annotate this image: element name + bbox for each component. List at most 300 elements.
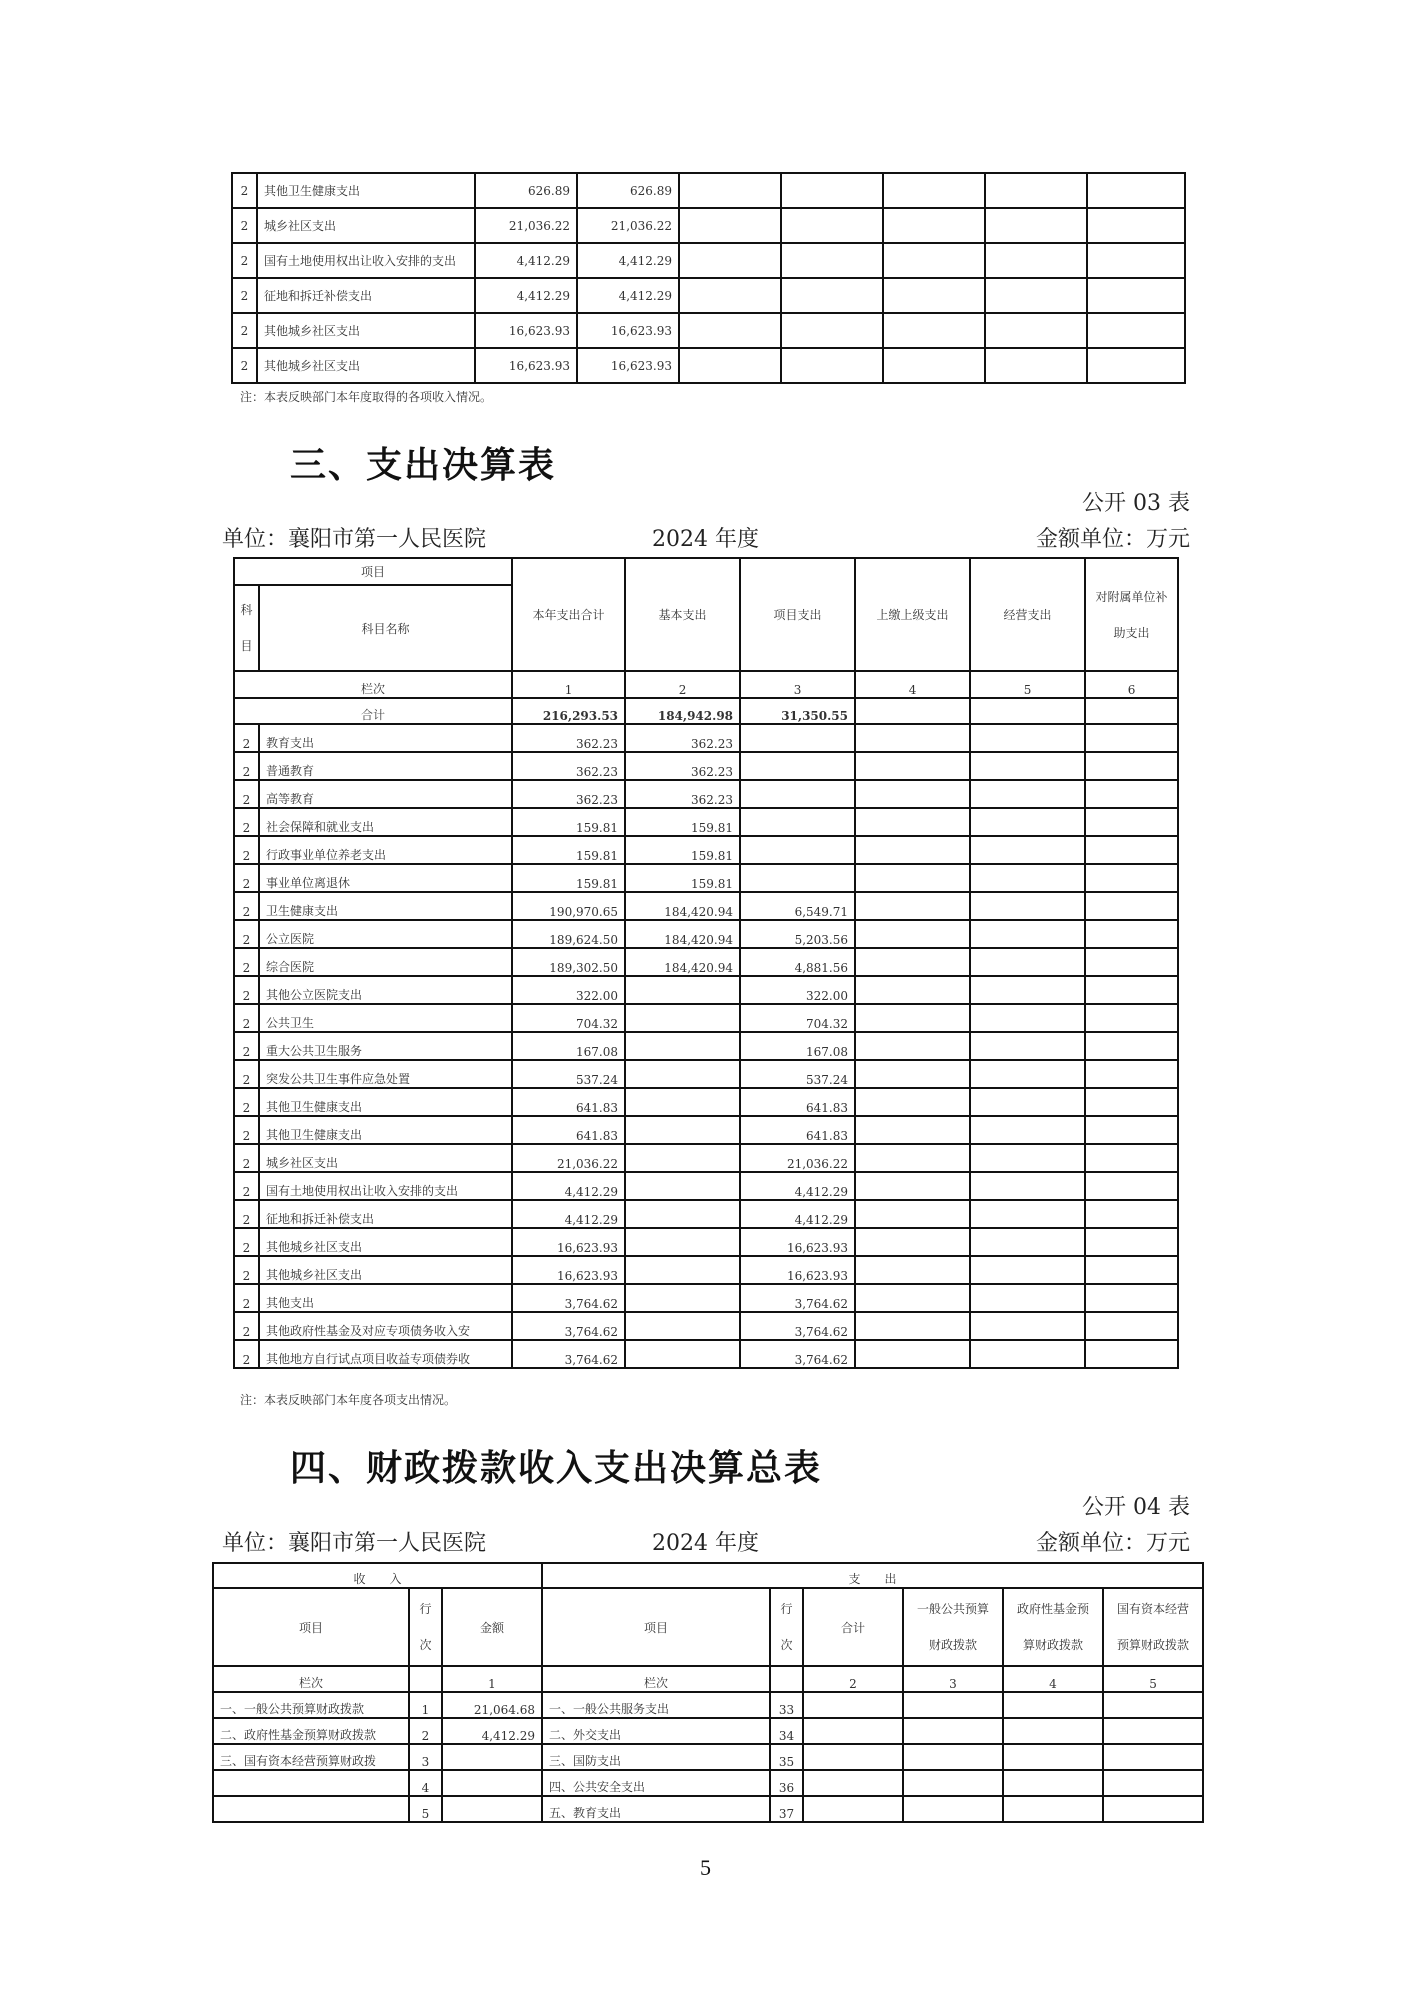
header-expense-row-no xyxy=(770,1588,803,1666)
row-project: 16,623.93 xyxy=(740,1228,855,1256)
row-total: 21,036.22 xyxy=(512,1144,625,1172)
row-operating xyxy=(970,836,1085,864)
row-basic xyxy=(625,1256,740,1284)
row-expense-state xyxy=(1103,1770,1203,1796)
col-number-2: 2 xyxy=(625,671,740,698)
page-number: 5 xyxy=(700,1855,711,1880)
row-expense-fund xyxy=(1003,1796,1103,1822)
row-value-5 xyxy=(883,208,985,243)
row-project xyxy=(740,864,855,892)
header-row-project xyxy=(234,558,1178,585)
row-income-row-no: 2 xyxy=(409,1718,442,1744)
row-subsidy xyxy=(1085,1256,1178,1284)
row-total: 189,624.50 xyxy=(512,920,625,948)
row-project: 5,203.56 xyxy=(740,920,855,948)
row-value-7 xyxy=(1087,173,1185,208)
row-basic: 184,420.94 xyxy=(625,892,740,920)
row-level: 2 xyxy=(232,208,257,243)
table-row xyxy=(213,1744,1203,1770)
row-value-3 xyxy=(679,243,781,278)
section3-title: 三、支出决算表 xyxy=(290,445,557,486)
header-col-subsidy-line1: 对附属单位补 xyxy=(1095,589,1168,604)
row-value-4 xyxy=(781,313,883,348)
header-subject-code-bottom: 目 xyxy=(240,639,253,653)
table-row xyxy=(234,1284,1178,1312)
row-level: 2 xyxy=(234,1256,259,1284)
row-total: 159.81 xyxy=(512,836,625,864)
row-basic xyxy=(625,1340,740,1368)
row-total: 16,623.93 xyxy=(512,1228,625,1256)
header-income-row-no xyxy=(409,1588,442,1666)
income-lanci-rowno xyxy=(409,1666,442,1692)
row-basic xyxy=(625,1088,740,1116)
row-basic xyxy=(625,1200,740,1228)
header-income-row-no-top: 行 xyxy=(419,1602,432,1616)
header-row-lanci xyxy=(234,671,1178,698)
row-subject-name: 综合医院 xyxy=(259,948,512,976)
table-row xyxy=(234,892,1178,920)
income-col-number-1: 1 xyxy=(442,1666,542,1692)
row-level: 2 xyxy=(234,808,259,836)
row-expense-total xyxy=(803,1718,903,1744)
row-operating xyxy=(970,1060,1085,1088)
row-subsidy xyxy=(1085,1284,1178,1312)
row-value-7 xyxy=(1087,313,1185,348)
row-subsidy xyxy=(1085,1144,1178,1172)
expense-col-number-4: 4 xyxy=(1003,1666,1103,1692)
income-lanci: 栏次 xyxy=(213,1666,409,1692)
row-project xyxy=(740,724,855,752)
row-remit xyxy=(855,1228,970,1256)
row-subsidy xyxy=(1085,724,1178,752)
row-income-amount xyxy=(442,1744,542,1770)
header-subject-code-top: 科 xyxy=(240,603,253,617)
row-project xyxy=(740,808,855,836)
row-total: 190,970.65 xyxy=(512,892,625,920)
row-project: 641.83 xyxy=(740,1088,855,1116)
row-total: 167.08 xyxy=(512,1032,625,1060)
header-expense-row-no-top: 行 xyxy=(780,1602,793,1616)
row-project: 3,764.62 xyxy=(740,1312,855,1340)
row-income-item: 一、一般公共预算财政拨款 xyxy=(213,1692,409,1718)
row-subject-name: 国有土地使用权出让收入安排的支出 xyxy=(257,243,475,278)
expense-lanci-rowno xyxy=(770,1666,803,1692)
expense-col-number-5: 5 xyxy=(1103,1666,1203,1692)
row-total: 3,764.62 xyxy=(512,1284,625,1312)
row-total: 704.32 xyxy=(512,1004,625,1032)
row-expense-item: 五、教育支出 xyxy=(542,1796,770,1822)
row-expense-row-no: 35 xyxy=(770,1744,803,1770)
row-remit xyxy=(855,920,970,948)
row-value-1: 4,412.29 xyxy=(475,243,577,278)
col-number-5: 5 xyxy=(970,671,1085,698)
row-operating xyxy=(970,1116,1085,1144)
row-level: 2 xyxy=(234,724,259,752)
row-operating xyxy=(970,1312,1085,1340)
row-value-6 xyxy=(985,243,1087,278)
row-level: 2 xyxy=(234,1088,259,1116)
row-basic xyxy=(625,1144,740,1172)
row-total: 159.81 xyxy=(512,808,625,836)
header-project: 项目 xyxy=(234,558,512,585)
table-row xyxy=(234,724,1178,752)
row-basic xyxy=(625,1228,740,1256)
income-table-note: 注：本表反映部门本年度取得的各项收入情况。 xyxy=(240,390,493,404)
row-subject-name: 城乡社区支出 xyxy=(259,1144,512,1172)
row-expense-total xyxy=(803,1796,903,1822)
row-expense-item: 三、国防支出 xyxy=(542,1744,770,1770)
row-value-5 xyxy=(883,243,985,278)
header-subject-code xyxy=(234,585,259,671)
row-subsidy xyxy=(1085,892,1178,920)
row-operating xyxy=(970,1284,1085,1312)
row-subject-name: 其他公立医院支出 xyxy=(259,976,512,1004)
row-value-6 xyxy=(985,173,1087,208)
row-expense-state xyxy=(1103,1744,1203,1770)
row-value-7 xyxy=(1087,278,1185,313)
row-remit xyxy=(855,1144,970,1172)
row-subsidy xyxy=(1085,780,1178,808)
row-remit xyxy=(855,836,970,864)
row-subsidy xyxy=(1085,836,1178,864)
row-remit xyxy=(855,1200,970,1228)
row-income-item: 三、国有资本经营预算财政拨 xyxy=(213,1744,409,1770)
row-subject-name: 公共卫生 xyxy=(259,1004,512,1032)
row-value-2: 16,623.93 xyxy=(577,313,679,348)
table-row xyxy=(234,1340,1178,1368)
row-expense-total xyxy=(803,1744,903,1770)
row-total: 3,764.62 xyxy=(512,1312,625,1340)
row-value-1: 16,623.93 xyxy=(475,313,577,348)
row-remit xyxy=(855,1340,970,1368)
col-number-6: 6 xyxy=(1085,671,1178,698)
row-value-1: 4,412.29 xyxy=(475,278,577,313)
row-subsidy xyxy=(1085,1340,1178,1368)
expense-col-number-3: 3 xyxy=(903,1666,1003,1692)
row-total: 362.23 xyxy=(512,724,625,752)
row-remit xyxy=(855,948,970,976)
header-col-project: 项目支出 xyxy=(740,558,855,671)
row-subject-name: 社会保障和就业支出 xyxy=(259,808,512,836)
row-remit xyxy=(855,864,970,892)
total-c6 xyxy=(1085,698,1178,724)
row-value-4 xyxy=(781,173,883,208)
row-subsidy xyxy=(1085,1228,1178,1256)
row-level: 2 xyxy=(234,836,259,864)
row-operating xyxy=(970,1004,1085,1032)
row-subsidy xyxy=(1085,920,1178,948)
row-remit xyxy=(855,976,970,1004)
table-row xyxy=(234,752,1178,780)
row-income-item xyxy=(213,1770,409,1796)
row-subsidy xyxy=(1085,1312,1178,1340)
row-total: 537.24 xyxy=(512,1060,625,1088)
row-remit xyxy=(855,780,970,808)
col-number-4: 4 xyxy=(855,671,970,698)
table-row xyxy=(234,1312,1178,1340)
row-value-2: 21,036.22 xyxy=(577,208,679,243)
row-remit xyxy=(855,724,970,752)
row-value-6 xyxy=(985,348,1087,383)
row-remit xyxy=(855,1116,970,1144)
header-general-budget-line1: 一般公共预算 xyxy=(916,1602,989,1616)
row-project: 537.24 xyxy=(740,1060,855,1088)
row-expense-general xyxy=(903,1692,1003,1718)
row-expense-state xyxy=(1103,1692,1203,1718)
header-col-remit: 上缴上级支出 xyxy=(855,558,970,671)
row-operating xyxy=(970,752,1085,780)
table-row xyxy=(232,278,1185,313)
row-total: 641.83 xyxy=(512,1116,625,1144)
fiscal-appropriation-table xyxy=(212,1562,1204,1823)
row-level: 2 xyxy=(234,920,259,948)
table-row xyxy=(234,1256,1178,1284)
header-expense-row-no-bottom: 次 xyxy=(780,1638,793,1652)
row-subsidy xyxy=(1085,752,1178,780)
row-value-6 xyxy=(985,278,1087,313)
table-row xyxy=(234,976,1178,1004)
row-project: 4,881.56 xyxy=(740,948,855,976)
table-row xyxy=(234,780,1178,808)
expenditure-table xyxy=(233,557,1179,1369)
col-number-1: 1 xyxy=(512,671,625,698)
row-value-1: 16,623.93 xyxy=(475,348,577,383)
table-row xyxy=(232,173,1185,208)
row-remit xyxy=(855,1172,970,1200)
row-income-item: 二、政府性基金预算财政拨款 xyxy=(213,1718,409,1744)
row-operating xyxy=(970,1172,1085,1200)
row-remit xyxy=(855,1312,970,1340)
row-value-1: 626.89 xyxy=(475,173,577,208)
header-amount: 金额 xyxy=(442,1588,542,1666)
table-row xyxy=(234,1060,1178,1088)
row-value-6 xyxy=(985,208,1087,243)
row-expense-general xyxy=(903,1796,1003,1822)
table-row xyxy=(213,1770,1203,1796)
row-basic xyxy=(625,1312,740,1340)
row-expense-row-no: 36 xyxy=(770,1770,803,1796)
row-value-1: 21,036.22 xyxy=(475,208,577,243)
row-project: 322.00 xyxy=(740,976,855,1004)
header-col-subsidy xyxy=(1085,558,1178,671)
row-value-2: 4,412.29 xyxy=(577,278,679,313)
header-gov-fund xyxy=(1003,1588,1103,1666)
row-project: 641.83 xyxy=(740,1116,855,1144)
row-value-3 xyxy=(679,278,781,313)
row-level: 2 xyxy=(234,976,259,1004)
row-level: 2 xyxy=(234,1004,259,1032)
header-col-total: 本年支出合计 xyxy=(512,558,625,671)
row-value-3 xyxy=(679,313,781,348)
header-row-groups xyxy=(213,1563,1203,1588)
row-basic: 362.23 xyxy=(625,780,740,808)
row-value-7 xyxy=(1087,208,1185,243)
section3-unit: 单位：襄阳市第一人民医院 xyxy=(222,527,487,552)
row-basic: 184,420.94 xyxy=(625,920,740,948)
row-level: 2 xyxy=(234,752,259,780)
row-subject-name: 行政事业单位养老支出 xyxy=(259,836,512,864)
row-project xyxy=(740,780,855,808)
row-total: 4,412.29 xyxy=(512,1172,625,1200)
row-subsidy xyxy=(1085,1004,1178,1032)
header-income-item: 项目 xyxy=(213,1588,409,1666)
total-c1: 216,293.53 xyxy=(512,698,625,724)
row-level: 2 xyxy=(234,1200,259,1228)
table-row xyxy=(213,1796,1203,1822)
row-value-4 xyxy=(781,208,883,243)
row-subsidy xyxy=(1085,1060,1178,1088)
row-value-3 xyxy=(679,208,781,243)
row-value-4 xyxy=(781,348,883,383)
row-level: 2 xyxy=(234,1172,259,1200)
total-c3: 31,350.55 xyxy=(740,698,855,724)
row-basic xyxy=(625,1172,740,1200)
row-level: 2 xyxy=(234,892,259,920)
row-operating xyxy=(970,1032,1085,1060)
row-remit xyxy=(855,1088,970,1116)
table-row xyxy=(234,836,1178,864)
row-subject-name: 重大公共卫生服务 xyxy=(259,1032,512,1060)
row-level: 2 xyxy=(234,1032,259,1060)
row-income-amount xyxy=(442,1796,542,1822)
row-value-2: 4,412.29 xyxy=(577,243,679,278)
row-subject-name: 其他城乡社区支出 xyxy=(259,1256,512,1284)
row-basic: 159.81 xyxy=(625,808,740,836)
row-subject-name: 卫生健康支出 xyxy=(259,892,512,920)
row-basic: 362.23 xyxy=(625,724,740,752)
row-subject-name: 其他政府性基金及对应专项债务收入安 xyxy=(259,1312,512,1340)
row-value-7 xyxy=(1087,243,1185,278)
row-total: 362.23 xyxy=(512,780,625,808)
row-remit xyxy=(855,1256,970,1284)
row-operating xyxy=(970,948,1085,976)
income-table-continued xyxy=(231,172,1186,384)
header-gov-fund-line2: 算财政拨款 xyxy=(1022,1638,1083,1652)
row-basic xyxy=(625,1032,740,1060)
header-general-budget-line2: 财政拨款 xyxy=(928,1638,977,1652)
row-value-5 xyxy=(883,173,985,208)
row-total: 362.23 xyxy=(512,752,625,780)
row-basic: 362.23 xyxy=(625,752,740,780)
row-level: 2 xyxy=(232,348,257,383)
section3-table-code: 公开 03 表 xyxy=(1082,491,1190,516)
row-basic xyxy=(625,976,740,1004)
row-project: 6,549.71 xyxy=(740,892,855,920)
row-project xyxy=(740,752,855,780)
row-basic: 184,420.94 xyxy=(625,948,740,976)
table-row xyxy=(232,348,1185,383)
row-project xyxy=(740,836,855,864)
table-row xyxy=(234,1032,1178,1060)
row-expense-general xyxy=(903,1744,1003,1770)
row-operating xyxy=(970,1340,1085,1368)
row-total: 189,302.50 xyxy=(512,948,625,976)
row-subject-name: 其他城乡社区支出 xyxy=(257,348,475,383)
row-project: 4,412.29 xyxy=(740,1200,855,1228)
header-income-row-no-bottom: 次 xyxy=(419,1638,432,1652)
table-row xyxy=(234,948,1178,976)
row-operating xyxy=(970,892,1085,920)
header-lanci: 栏次 xyxy=(234,671,512,698)
row-expense-item: 二、外交支出 xyxy=(542,1718,770,1744)
row-project: 21,036.22 xyxy=(740,1144,855,1172)
row-subject-name: 其他地方自行试点项目收益专项债券收 xyxy=(259,1340,512,1368)
row-expense-fund xyxy=(1003,1770,1103,1796)
row-total: 16,623.93 xyxy=(512,1256,625,1284)
row-project: 3,764.62 xyxy=(740,1284,855,1312)
header-state-capital-line2: 预算财政拨款 xyxy=(1117,1638,1190,1652)
row-subject-name: 高等教育 xyxy=(259,780,512,808)
row-value-3 xyxy=(679,173,781,208)
row-expense-row-no: 37 xyxy=(770,1796,803,1822)
row-operating xyxy=(970,1088,1085,1116)
section4-title: 四、财政拨款收入支出决算总表 xyxy=(290,1448,823,1489)
row-income-amount: 4,412.29 xyxy=(442,1718,542,1744)
table-row xyxy=(234,1172,1178,1200)
row-subject-name: 其他城乡社区支出 xyxy=(257,313,475,348)
row-remit xyxy=(855,1060,970,1088)
row-expense-item: 四、公共安全支出 xyxy=(542,1770,770,1796)
row-expense-total xyxy=(803,1692,903,1718)
row-operating xyxy=(970,1228,1085,1256)
total-c4 xyxy=(855,698,970,724)
row-value-6 xyxy=(985,313,1087,348)
row-operating xyxy=(970,808,1085,836)
row-level: 2 xyxy=(234,1144,259,1172)
row-remit xyxy=(855,808,970,836)
row-level: 2 xyxy=(232,313,257,348)
row-value-5 xyxy=(883,313,985,348)
row-operating xyxy=(970,1256,1085,1284)
row-expense-fund xyxy=(1003,1692,1103,1718)
row-level: 2 xyxy=(232,173,257,208)
row-income-row-no: 3 xyxy=(409,1744,442,1770)
header-row-lanci xyxy=(213,1666,1203,1692)
header-state-capital-line1: 国有资本经营 xyxy=(1117,1602,1190,1616)
table-row xyxy=(213,1692,1203,1718)
header-income: 收 入 xyxy=(213,1563,542,1588)
row-total: 4,412.29 xyxy=(512,1200,625,1228)
row-income-item xyxy=(213,1796,409,1822)
row-value-2: 626.89 xyxy=(577,173,679,208)
row-subject-name: 教育支出 xyxy=(259,724,512,752)
row-subsidy xyxy=(1085,864,1178,892)
table-row xyxy=(232,208,1185,243)
row-subsidy xyxy=(1085,1116,1178,1144)
row-value-4 xyxy=(781,243,883,278)
row-basic xyxy=(625,1004,740,1032)
row-subject-name: 突发公共卫生事件应急处置 xyxy=(259,1060,512,1088)
row-basic xyxy=(625,1060,740,1088)
row-level: 2 xyxy=(234,1228,259,1256)
row-expense-general xyxy=(903,1718,1003,1744)
row-total: 322.00 xyxy=(512,976,625,1004)
row-subsidy xyxy=(1085,1200,1178,1228)
header-subject-name: 科目名称 xyxy=(259,585,512,671)
row-value-3 xyxy=(679,348,781,383)
row-basic xyxy=(625,1116,740,1144)
table-row xyxy=(234,1144,1178,1172)
row-level: 2 xyxy=(234,1060,259,1088)
row-subsidy xyxy=(1085,808,1178,836)
section3-year: 2024 年度 xyxy=(652,527,759,552)
row-income-amount: 21,064.68 xyxy=(442,1692,542,1718)
row-income-amount xyxy=(442,1770,542,1796)
row-operating xyxy=(970,780,1085,808)
row-subsidy xyxy=(1085,1032,1178,1060)
row-level: 2 xyxy=(234,1312,259,1340)
total-c5 xyxy=(970,698,1085,724)
